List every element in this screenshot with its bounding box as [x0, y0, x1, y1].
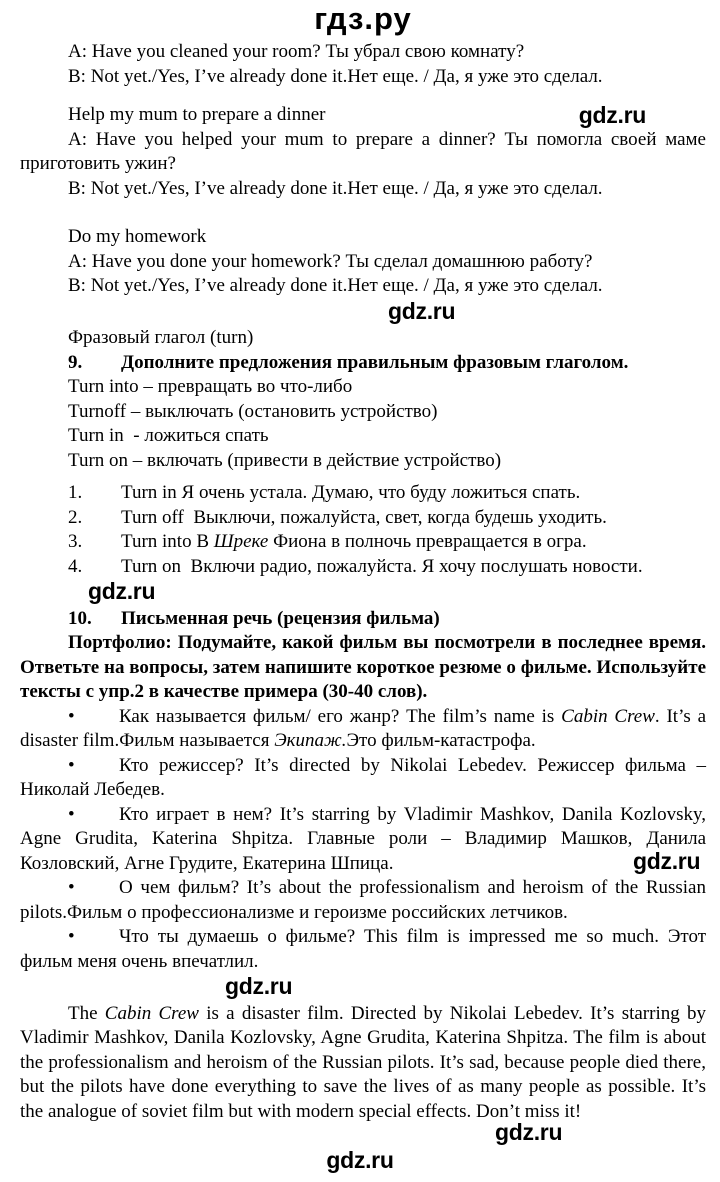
dialog-block-cleaned-room	[20, 40, 706, 89]
bullet-icon: •	[68, 803, 75, 825]
page-footer-watermark: gdz.ru	[326, 1147, 394, 1173]
question-bullet: • Кто играет в нем? It’s starring by Vladimir Mashkov, Danila Kozlovsky, Agne Grudita, Katerina Shpitza. Главные роли – Владимир Машков, Данила Козловский, Агне Грудите, Екатерина Шпица. gdz.ru	[20, 803, 706, 874]
definition-line: Turn into – превращать во что-либо	[68, 376, 353, 397]
bullet-icon: •	[68, 705, 75, 727]
exercise-9-heading: 9. Дополните предложения правильным фразовым глаголом.	[68, 351, 629, 373]
dialog-b-line: B: Not yet./Yes, I’ve already done it.Нет еще. / Да, я уже это сделал.	[68, 177, 603, 199]
review-question-bullets	[20, 705, 706, 975]
gdz-watermark: gdz.ru	[388, 297, 456, 324]
gdz-watermark: gdz.ru	[633, 847, 701, 874]
portfolio-instructions: Портфолио: Подумайте, какой фильм вы посмотрели в последнее время. Ответьте на вопросы, затем напишите короткое резюме о фильме. Используйте тексты с упр.2 в качестве примера (30-40 слов).	[20, 632, 706, 702]
gdz-watermark: gdz.ru	[225, 973, 293, 999]
dialog-title: Help my mum to prepare a dinner gdz.ru	[68, 102, 646, 128]
phrasal-verb-intro: Фразовый глагол (turn)	[68, 327, 254, 348]
question-bullet: • Что ты думаешь о фильме? This film is impressed me so much. Этот фильм меня очень впечатлил.	[20, 926, 706, 972]
dialog-a-line: A: Have you helped your mum to prepare a dinner? Ты помогла своей маме приготовить ужин?	[20, 128, 706, 174]
dialog-title: Do my homework	[68, 226, 207, 247]
dialog-block-help-mum	[20, 103, 706, 201]
question-bullet: • Кто режиссер? It’s directed by Nikolai Lebedev. Режиссер фильма – Николай Лебедев.	[20, 754, 706, 800]
definition-line: Turnoff – выключать (остановить устройство)	[68, 400, 438, 422]
answer-item: 4. Turn on Включи радио, пожалуйста. Я хочу послушать новости.	[68, 555, 643, 577]
dialog-a-line: A: Have you cleaned your room? Ты убрал свою комнату?	[68, 41, 525, 62]
bullet-icon: •	[68, 754, 75, 776]
question-bullet: • Как называется фильм/ его жанр? The film’s name is Cabin Crew. It’s a disaster film.Фильм называется Экипаж.Это фильм-катастрофа.	[20, 705, 707, 751]
answer-item: 3. Turn into В Шреке Фиона в полночь превращается в огра.	[68, 531, 587, 552]
gdz-watermark: gdz.ru	[88, 578, 156, 604]
dialog-b-line: B: Not yet./Yes, I’ve already done it.Нет еще. / Да, я уже это сделал.	[68, 65, 603, 87]
bullet-icon: •	[68, 877, 75, 898]
exercise-9-answers	[20, 481, 706, 579]
definition-line: Turn on – включать (привести в действие устройство)	[68, 449, 502, 471]
dialog-block-homework	[20, 225, 706, 299]
gdz-watermark: gdz.ru	[578, 102, 646, 128]
question-bullet: • О чем фильм? It’s about the professionalism and heroism of the Russian pilots.Фильм о профессионализме и героизме российских летчиков.	[20, 877, 706, 923]
gdz-watermark: gdz.ru	[495, 1118, 563, 1145]
dialog-b-line: B: Not yet./Yes, I’ve already done it.Нет еще. / Да, я уже это сделал.	[68, 275, 603, 296]
site-logo: гдз.ру	[314, 1, 412, 36]
definition-line: Turn in - ложиться спать	[68, 425, 269, 446]
answer-item: 2. Turn off Выключи, пожалуйста, свет, когда будешь уходить.	[68, 506, 607, 528]
film-review-paragraph: The Cabin Crew is a disaster film. Directed by Nikolai Lebedev. It’s starring by Vladimir Mashkov, Danila Kozlovsky, Agne Grudita, Katerina Shpitza. The film is about the professionalism and heroism of the Russian pilots. It’s sad, because people died there, but the pilots have done everything to save the lives of as many people as possible. It’s the analogue of soviet film but with modern special effects. Don’t miss it! gdz.ru	[20, 1002, 706, 1145]
answer-item: 1. Turn in Я очень устала. Думаю, что буду ложиться спать.	[68, 482, 581, 503]
phrasal-verb-definitions	[20, 375, 706, 473]
bullet-icon: •	[68, 926, 75, 947]
exercise-10-heading: 10. Письменная речь (рецензия фильма)	[68, 607, 440, 629]
dialog-a-line: A: Have you done your homework? Ты сделал домашнюю работу?	[68, 250, 593, 272]
